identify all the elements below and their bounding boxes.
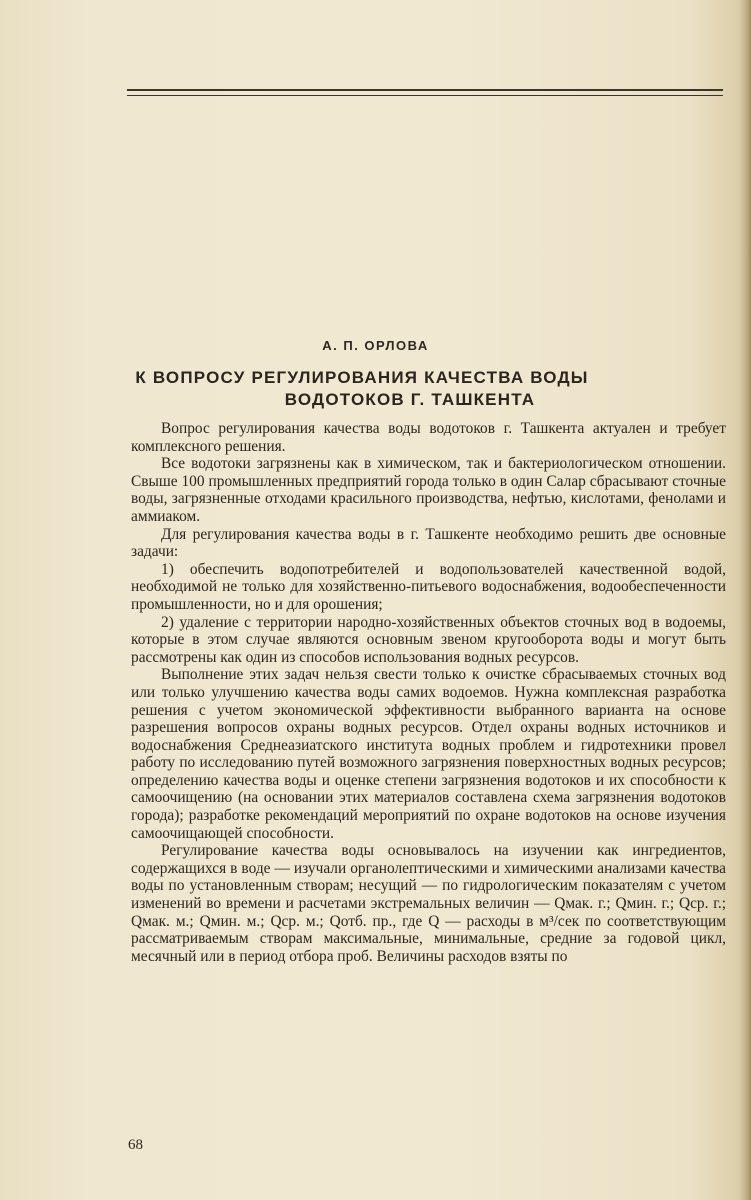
paragraph: Для регулирования качества воды в г. Ташкенте необходимо решить две основные задачи: <box>131 525 726 561</box>
paragraph: Регулирование качества воды основывалось на изучении как ингредиентов, содержащихся в воде — изучали органолептическими и химическими анализами качества воды по установленным створам; несущий — по гидрологическим показателям с учетом изменений во времени и расчетами экстремальных величин — Qмак. г.; Qмин. г.; Qср. г.; Qмак. м.; Qмин. м.; Qср. м.; Qотб. пр., где Q — расходы в м³/сек по соответствующим рассматриваемым створам максимальные, минимальные, средние за годовой цикл, месячный или в период отбора проб. Величины расходов взяты по <box>131 842 726 965</box>
paragraph: Вопрос регулирования качества воды водотоков г. Ташкента актуален и требует комплексного решения. <box>131 420 726 455</box>
page-edge-shadow <box>739 0 751 1200</box>
paragraph: 2) удаление с территории народно-хозяйственных объектов сточных вод в водоемы, которые в этом случае являются основным звеном кругооборота воды и могут быть рассмотрены как один из способов использования водных ресурсов. <box>131 613 726 666</box>
paragraph: Выполнение этих задач нельзя свести только к очистке сбрасываемых сточных вод или только улучшению качества воды самих водоемов. Нужна комплексная разработка решения с учетом экономической эффективности выбранного варианта на основе разрешения вопросов охраны водных ресурсов. Отдел охраны водных источников и водоснабжения Среднеазиатского института водных проблем и гидротехники провел работу по исследованию путей возможного загрязнения поверхностных водных ресурсов; определению качества воды и оценке степени загрязнения водотоков и их способности к самоочищению (на основании этих материалов составлена схема загрязнения водотоков города); разработке рекомендаций мероприятий по охране водотоков на основе изучения самоочищающей способности. <box>131 666 726 842</box>
paragraph: Все водотоки загрязнены как в химическом, так и бактериологическом отношении. Свыше 100 промышленных предприятий города только в один Салар сбрасывают сточные воды, загрязненные отходами красильного производства, нефтью, кислотами, фенолами и аммиаком. <box>131 455 726 525</box>
page-number: 68 <box>128 1137 143 1153</box>
header-rule-thick <box>127 89 723 91</box>
article-body <box>131 420 726 965</box>
header-rule-thin <box>127 95 723 96</box>
article-title-line-2: ВОДОТОКОВ Г. ТАШКЕНТА <box>284 390 536 409</box>
article-title-line-1: К ВОПРОСУ РЕГУЛИРОВАНИЯ КАЧЕСТВА ВОДЫ <box>135 368 589 387</box>
author-name: А. П. ОРЛОВА <box>322 338 429 353</box>
paragraph: 1) обеспечить водопотребителей и водопользователей качественной водой, необходимой не только для хозяйственно-питьевого водоснабжения, водообеспеченности промышленности, но и для орошения; <box>131 560 726 613</box>
